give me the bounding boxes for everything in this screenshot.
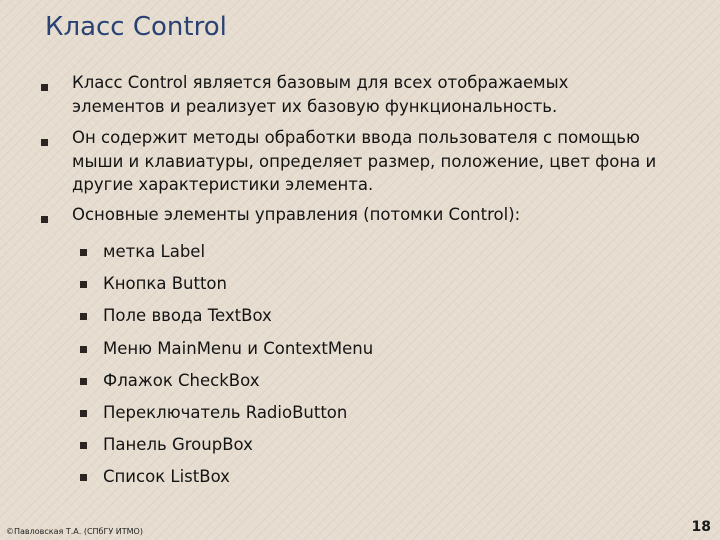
sub-bullet-text: Переключатель RadioButton: [103, 403, 348, 422]
sub-bullet-marker: [80, 442, 87, 449]
sub-bullet-text: Панель GroupBox: [103, 435, 253, 454]
footer-copyright: ©Павловская Т.А. (СПбГУ ИТМО): [6, 527, 143, 536]
sub-bullet-marker: [80, 378, 87, 385]
sub-bullet-text: Кнопка Button: [103, 274, 227, 293]
sub-bullet-text: Меню MainMenu и ContextMenu: [103, 339, 374, 358]
page-number: 18: [691, 519, 711, 535]
sub-bullet-text: Флажок CheckBox: [103, 371, 260, 390]
sub-bullet-marker: [80, 249, 87, 256]
bullet-marker: [41, 139, 48, 146]
bullet-marker: [41, 216, 48, 223]
sub-bullet-marker: [80, 474, 87, 481]
bullet-text: [72, 126, 656, 197]
bullet-line: Он содержит методы обработки ввода пользователя с помощью: [72, 128, 640, 147]
sub-bullet-text: Поле ввода TextBox: [103, 306, 272, 325]
sub-bullet-marker: [80, 281, 87, 288]
sub-bullet-marker: [80, 410, 87, 417]
bullet-text: [72, 203, 520, 227]
bullet-line: элементов и реализует их базовую функциональность.: [72, 96, 558, 116]
sub-bullet-text: Список ListBox: [103, 467, 230, 486]
bullet-line: мыши и клавиатуры, определяет размер, положение, цвет фона и: [72, 151, 657, 171]
sub-bullet-marker: [80, 313, 87, 320]
bullet-line: Основные элементы управления (потомки Control):: [72, 205, 521, 224]
bullet-text: [72, 71, 568, 118]
bullet-line: другие характеристики элемента.: [72, 175, 374, 194]
slide-title: Класс Control: [45, 12, 227, 42]
bullet-line: Класс Control является базовым для всех отображаемых: [72, 73, 569, 92]
sub-bullet-text: метка Label: [103, 242, 206, 261]
sub-bullet-marker: [80, 346, 87, 353]
bullet-marker: [41, 84, 48, 91]
